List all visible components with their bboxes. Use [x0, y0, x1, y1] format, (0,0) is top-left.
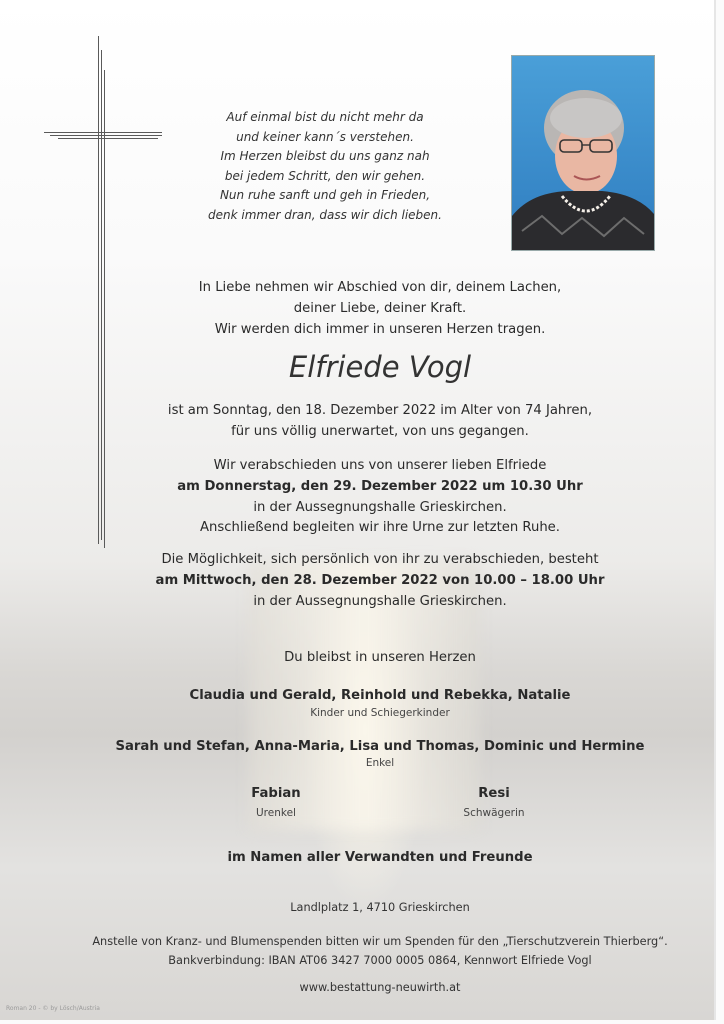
- great-grandchild: [226, 784, 326, 819]
- viewing-line: Die Möglichkeit, sich persönlich von ihr zu verabschieden, besteht: [161, 552, 599, 567]
- donation-info: [60, 933, 700, 970]
- poem-line: Auf einmal bist du nicht mehr da: [226, 110, 424, 124]
- death-notice-line: für uns völlig unerwartet, von uns gegangen.: [231, 423, 529, 439]
- children-label: Kinder und Schiegerkinder: [310, 707, 450, 719]
- deceased-name: Elfriede Vogl: [288, 350, 472, 384]
- on-behalf-text: im Namen aller Verwandten und Freunde: [227, 850, 533, 865]
- donation-line: Bankverbindung: IBAN AT06 3427 7000 0005 0864, Kennwort Elfriede Vogl: [168, 953, 592, 967]
- great-grandchild-label: Urenkel: [256, 806, 296, 819]
- great-grandchild-name: Fabian: [251, 786, 301, 801]
- portrait-illustration: [512, 56, 654, 250]
- funeral-line: Wir verabschieden uns von unserer lieben Elfriede: [213, 458, 547, 473]
- sister-in-law: [444, 784, 544, 819]
- grandchildren-names: Sarah und Stefan, Anna-Maria, Lisa und Thomas, Dominic und Hermine: [115, 739, 645, 754]
- farewell-line: deiner Liebe, deiner Kraft.: [293, 300, 467, 316]
- farewell-line: In Liebe nehmen wir Abschied von dir, deinem Lachen,: [198, 280, 562, 295]
- portrait-photo: [511, 55, 655, 251]
- funeral-date: am Donnerstag, den 29. Dezember 2022 um 10.30 Uhr: [177, 478, 583, 494]
- poem-line: Nun ruhe sanft und geh in Frieden,: [219, 188, 431, 203]
- funeral-info: [100, 456, 660, 539]
- poem-line: Im Herzen bleibst du uns ganz nah: [220, 149, 430, 164]
- funeral-location: in der Aussegnungshalle Grieskirchen.: [253, 499, 507, 515]
- grandchildren-label: Enkel: [365, 757, 395, 769]
- viewing-info: [100, 550, 660, 612]
- sister-in-law-name: Resi: [478, 786, 510, 801]
- sister-in-law-label: Schwägerin: [463, 806, 525, 819]
- donation-line: Anstelle von Kranz- und Blumenspenden bitten wir um Spenden für den „Tierschutzverein Thierberg“.: [92, 935, 668, 948]
- death-notice-line: ist am Sonntag, den 18. Dezember 2022 im Alter von 74 Jahren,: [167, 403, 593, 418]
- watermark: Roman 20 - © by Lösch/Austria: [6, 1005, 100, 1012]
- farewell-line: Wir werden dich immer in unseren Herzen tragen.: [214, 321, 546, 337]
- viewing-location: in der Aussegnungshalle Grieskirchen.: [253, 593, 507, 609]
- poem-line: denk immer dran, dass wir dich lieben.: [208, 207, 442, 222]
- viewing-date: am Mittwoch, den 28. Dezember 2022 von 10.00 – 18.00 Uhr: [155, 572, 605, 588]
- death-notice: [100, 401, 660, 443]
- children-names: Claudia und Gerald, Reinhold und Rebekka, Natalie: [189, 688, 571, 703]
- website-link[interactable]: www.bestattung-neuwirth.at: [299, 981, 461, 994]
- address: Landlplatz 1, 4710 Grieskirchen: [290, 901, 470, 914]
- poem-line: bei jedem Schritt, den wir gehen.: [224, 168, 426, 183]
- funeral-line: Anschließend begleiten wir ihre Urne zur letzten Ruhe.: [200, 520, 560, 536]
- poem: [175, 108, 475, 226]
- farewell-text: [100, 278, 660, 340]
- poem-line: und keiner kann´s verstehen.: [236, 129, 414, 144]
- closing-text: Du bleibst in unseren Herzen: [284, 650, 476, 665]
